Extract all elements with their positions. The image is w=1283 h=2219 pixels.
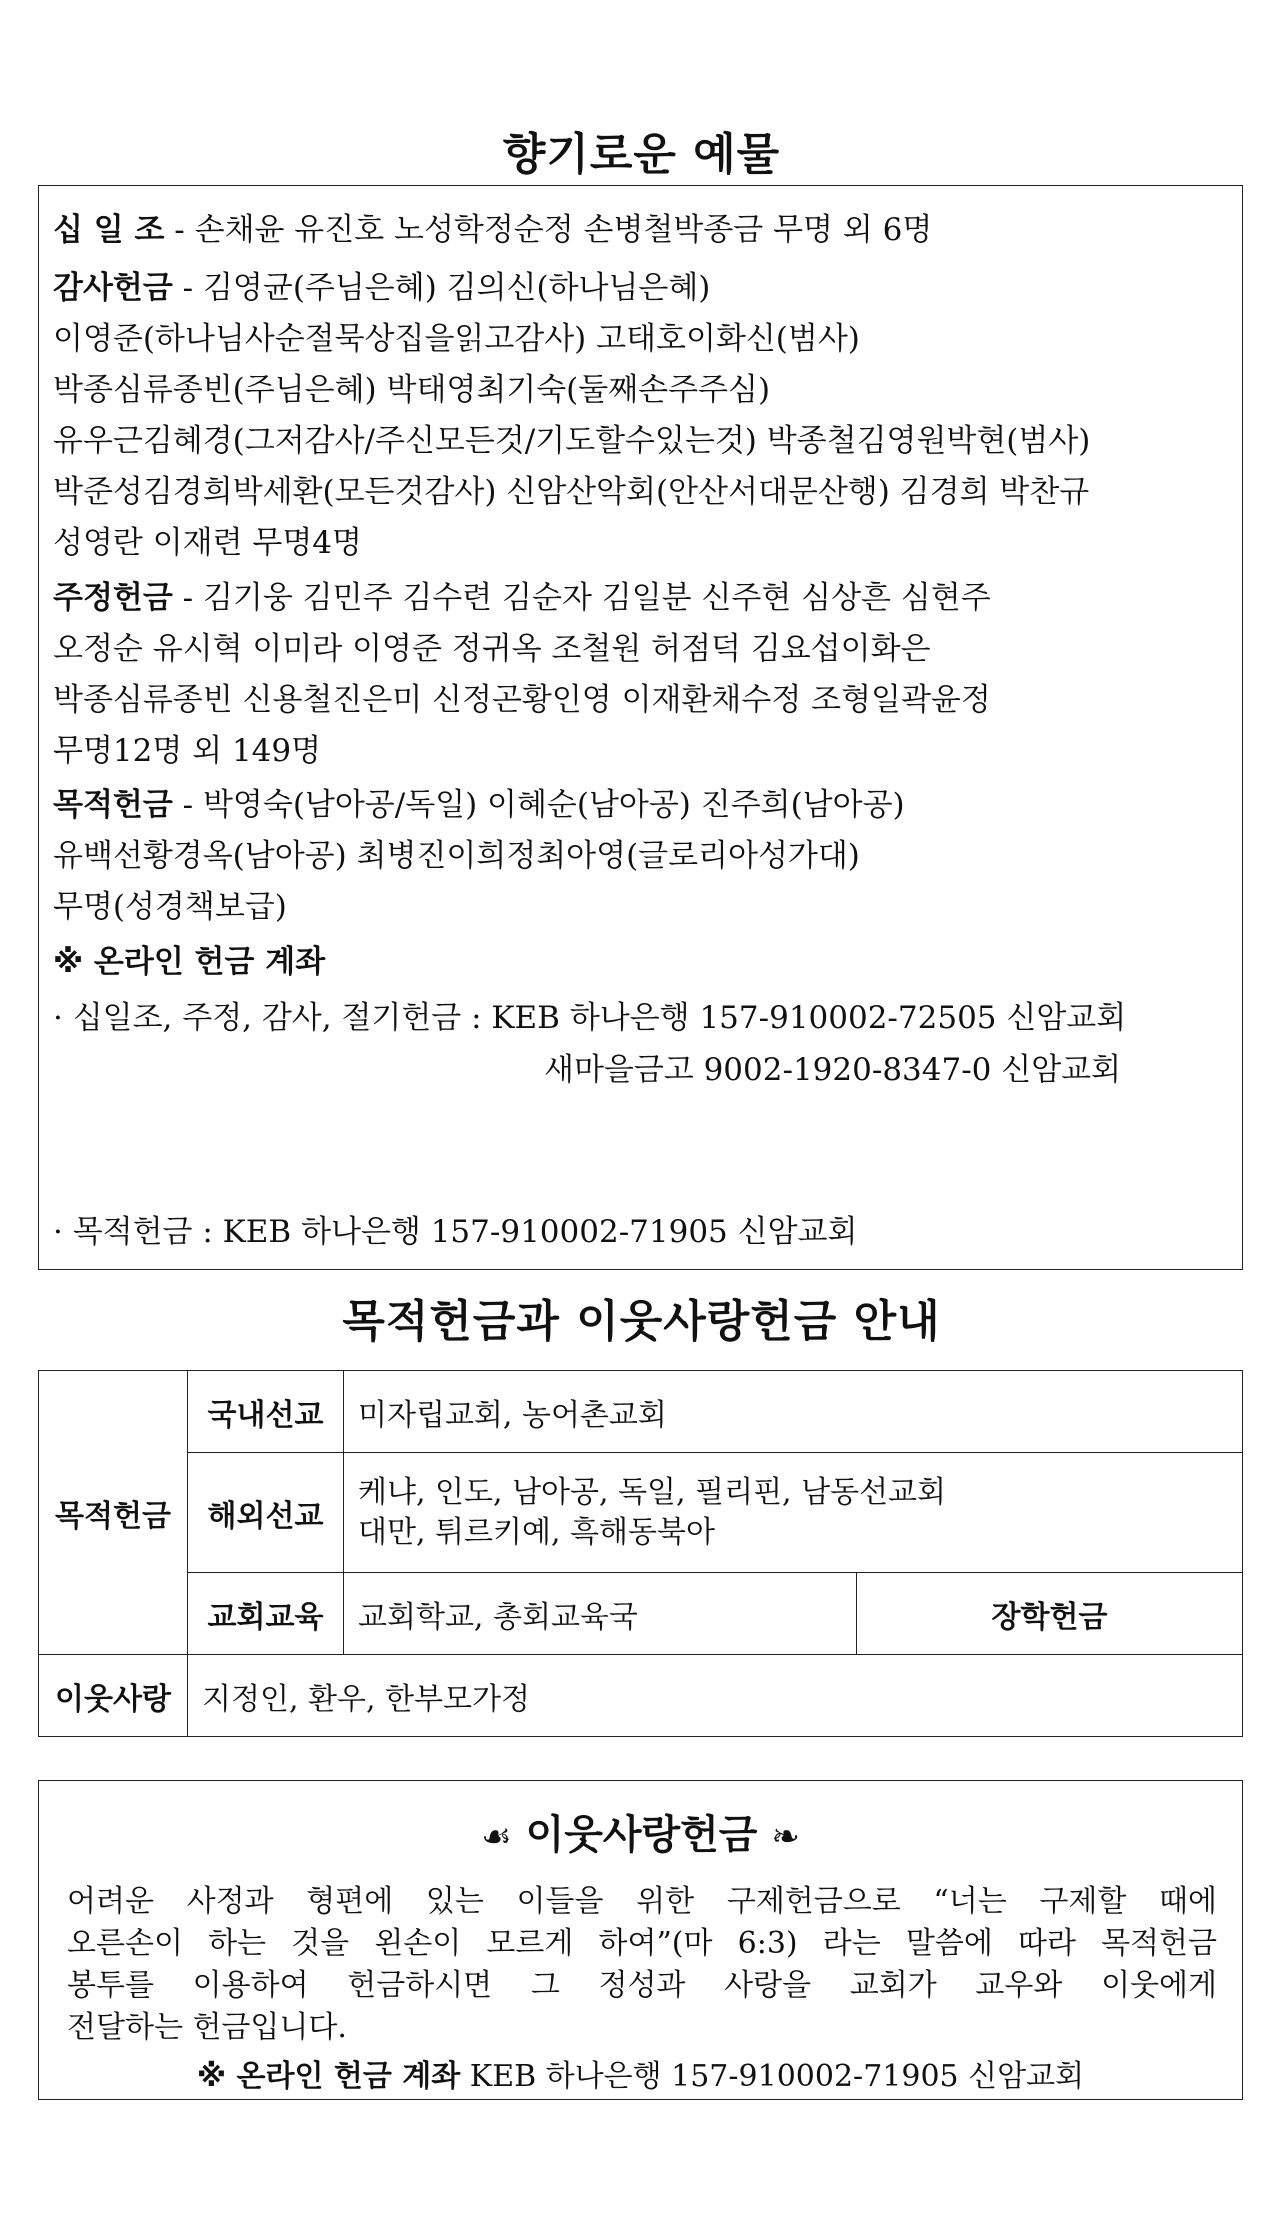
ornament-right-icon: ❧ xyxy=(771,1817,800,1857)
account-line-3: · 목적헌금 : KEB 하나은행 157-910002-71905 신암교회 xyxy=(53,1214,858,1250)
weekly-label: 주정헌금 xyxy=(53,580,173,616)
tithe-line xyxy=(53,204,932,249)
thanks-line-5: 박준성김경희박세환(모든것감사) 신암산악회(안산서대문산행) 김경희 박찬규 xyxy=(53,474,1090,510)
overseas-value xyxy=(344,1453,1243,1573)
offering-box xyxy=(38,185,1243,1270)
description-line-4: 전달하는 헌금입니다. xyxy=(67,2010,347,2045)
purpose-header: 목적헌금 xyxy=(39,1371,188,1655)
offering-guide-table xyxy=(38,1370,1243,1737)
neighbor-offering-description xyxy=(67,1881,1217,2049)
overseas-header: 해외선교 xyxy=(188,1453,344,1573)
purpose-line-1 xyxy=(53,779,905,824)
ornament-left-icon: ☙ xyxy=(481,1817,512,1857)
weekly-line-4: 무명12명 외 149명 xyxy=(53,733,322,769)
offering-title: 향기로운 예물 xyxy=(502,129,781,180)
purpose-text: - 박영숙(남아공/독일) 이혜순(남아공) 진주희(남아공) xyxy=(172,787,905,823)
purpose-line-2: 유백선황경옥(남아공) 최병진이희정최아영(글로리아성가대) xyxy=(53,838,860,874)
neighbor-header: 이웃사랑 xyxy=(39,1655,188,1737)
education-value: 교회학교, 총회교육국 xyxy=(344,1573,857,1655)
thanks-label: 감사헌금 xyxy=(53,270,173,306)
weekly-line-1 xyxy=(53,572,991,617)
neighbor-online-label: ※ 온라인 헌금 계좌 xyxy=(196,2059,461,2094)
guide-title: 목적헌금과 이웃사랑헌금 안내 xyxy=(342,1296,941,1347)
thanks-line-2: 이영준(하나님사순절묵상집을읽고감사) 고태호이화신(범사) xyxy=(53,321,860,357)
thanks-line-4: 유우근김혜경(그저감사/주신모든것/기도할수있는것) 박종철김영원박현(범사) xyxy=(53,423,1091,459)
purpose-line-3: 무명(성경책보급) xyxy=(53,889,287,925)
overseas-line-2: 대만, 튀르키예, 흑해동북아 xyxy=(358,1514,715,1550)
account-line-1: · 십일조, 주정, 감사, 절기헌금 : KEB 하나은행 157-910002-72505 신암교회 xyxy=(53,1000,1127,1036)
weekly-line-3: 박종심류종빈 신용철진은미 신정곤황인영 이재환채수정 조형일곽윤정 xyxy=(53,682,991,718)
overseas-line-1: 케냐, 인도, 남아공, 독일, 필리핀, 남동선교회 xyxy=(358,1474,947,1510)
neighbor-online-account xyxy=(39,2051,1242,2095)
weekly-text: - 김기웅 김민주 김수련 김순자 김일분 신주현 심상흔 심현주 xyxy=(172,580,991,616)
weekly-line-2: 오정순 유시혁 이미라 이영준 정귀옥 조철원 허점덕 김요섭이화은 xyxy=(53,631,931,667)
description-line-3: 봉투를 이용하여 헌금하시면 그 정성과 사랑을 교회가 교우와 이웃에게 xyxy=(67,1968,1217,2003)
neighbor-offering-title-text: 이웃사랑헌금 xyxy=(525,1812,758,1858)
thanks-line-1 xyxy=(53,262,710,307)
education-header: 교회교육 xyxy=(188,1573,344,1655)
thanks-text: - 김영균(주님은혜) 김의신(하나님은혜) xyxy=(172,270,711,306)
neighbor-offering-box xyxy=(38,1780,1243,2100)
scholarship-label: 장학헌금 xyxy=(857,1573,1243,1655)
thanks-line-3: 박종심류종빈(주님은혜) 박태영최기숙(둘째손주주심) xyxy=(53,372,771,408)
domestic-value: 미자립교회, 농어촌교회 xyxy=(344,1371,1243,1453)
neighbor-offering-title xyxy=(39,1803,1242,1860)
purpose-label: 목적헌금 xyxy=(53,787,173,823)
description-line-2: 오른손이 하는 것을 왼손이 모르게 하여”(마 6:3) 라는 말씀에 따라 목적헌금 xyxy=(67,1926,1217,1961)
online-account-title: ※ 온라인 헌금 계좌 xyxy=(53,944,326,980)
account-line-2: 새마을금고 9002-1920-8347-0 신암교회 xyxy=(544,1052,1122,1088)
neighbor-online-account-text: KEB 하나은행 157-910002-71905 신암교회 xyxy=(460,2059,1085,2094)
tithe-label: 십 일 조 xyxy=(53,212,165,248)
neighbor-value: 지정인, 환우, 한부모가정 xyxy=(188,1655,1243,1737)
description-line-1: 어려운 사정과 형편에 있는 이들을 위한 구제헌금으로 “너는 구제할 때에 xyxy=(67,1884,1217,1919)
thanks-line-6: 성영란 이재련 무명4명 xyxy=(53,525,362,561)
tithe-text: - 손채윤 유진호 노성학정순정 손병철박종금 무명 외 6명 xyxy=(164,212,933,248)
domestic-header: 국내선교 xyxy=(188,1371,344,1453)
